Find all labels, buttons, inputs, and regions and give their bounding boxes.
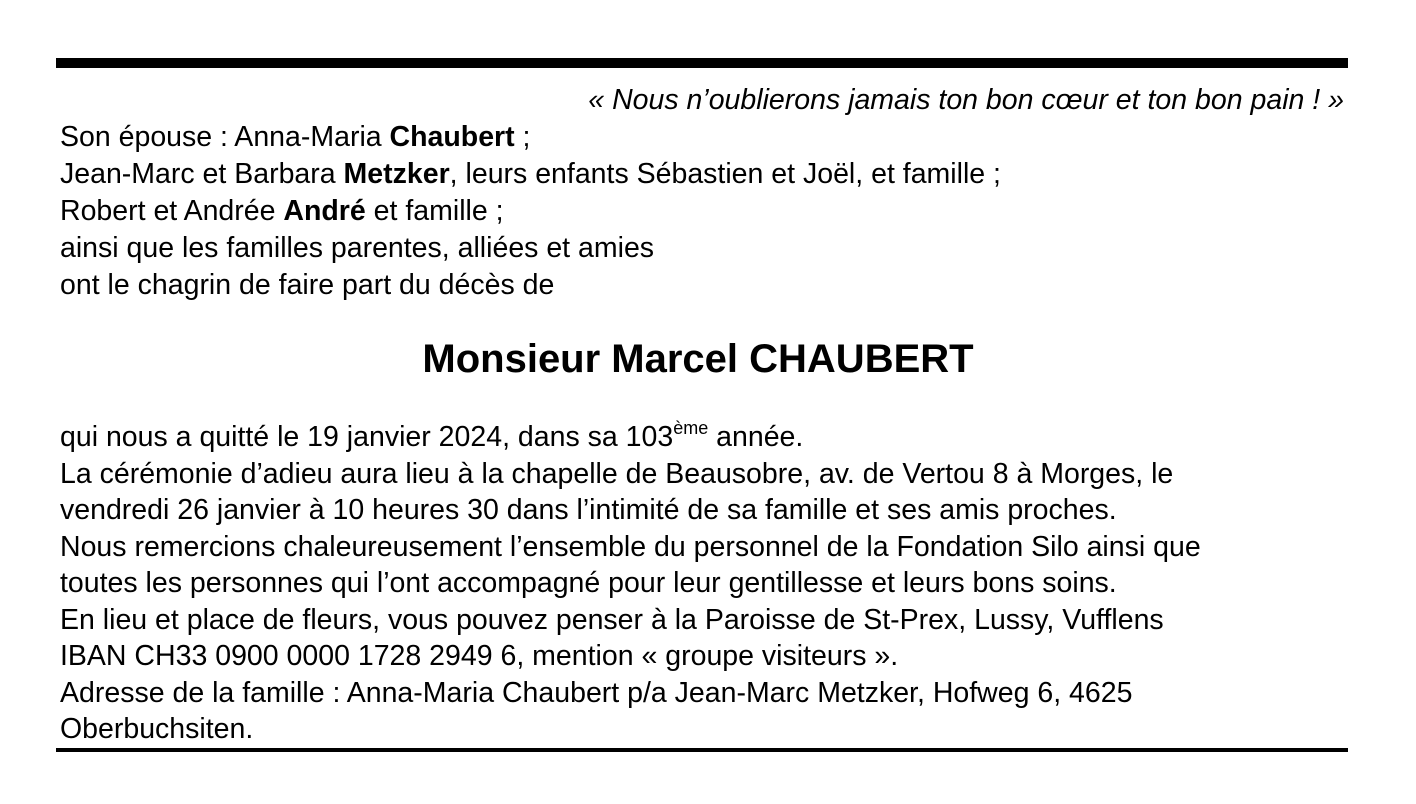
passing-line bbox=[60, 419, 1348, 456]
family-line-text: et famille ; bbox=[365, 195, 504, 227]
address-line: Oberbuchsiten. bbox=[60, 713, 254, 745]
family-line-spouse bbox=[56, 119, 1348, 156]
donation-line: En lieu et place de fleurs, vous pouvez penser à la Paroisse de St-Prex, Lussy, Vufflens bbox=[60, 603, 1164, 636]
ordinal-suffix: ème bbox=[673, 418, 709, 438]
passing-text: année. bbox=[708, 421, 804, 453]
donation-line: IBAN CH33 0900 0000 1728 2949 6, mention « groupe visiteurs ». bbox=[60, 640, 899, 672]
passing-text: qui nous a quitté le 19 janvier 2024, dans sa 103 bbox=[60, 421, 674, 453]
announcement-line: ont le chagrin de faire part du décès de bbox=[60, 269, 555, 301]
family-line-siblings bbox=[56, 193, 1348, 230]
address-line: Adresse de la famille : Anna-Maria Chaubert p/a Jean-Marc Metzker, Hofweg 6, 4625 bbox=[60, 676, 1133, 709]
family-line-text: ; bbox=[514, 121, 531, 153]
family-surname: Metzker bbox=[343, 158, 450, 190]
thanks-line: Nous remercions chaleureusement l’ensemble du personnel de la Fondation Silo ainsi que bbox=[60, 530, 1201, 563]
deceased-name: Monsieur Marcel CHAUBERT bbox=[422, 337, 974, 381]
family-surname: Chaubert bbox=[389, 121, 515, 153]
thanks-line: toutes les personnes qui l’ont accompagné pour leur gentillesse et leurs bons soins. bbox=[60, 567, 1117, 599]
obituary-notice bbox=[56, 58, 1348, 752]
bottom-rule bbox=[56, 748, 1348, 752]
family-line-text: Robert et Andrée bbox=[60, 195, 284, 227]
ceremony-line: La cérémonie d’adieu aura lieu à la chapelle de Beausobre, av. de Vertou 8 à Morges, le bbox=[60, 457, 1174, 490]
notice-body bbox=[56, 419, 1348, 748]
top-rule bbox=[56, 58, 1348, 68]
relatives-line: ainsi que les familles parentes, alliées et amies bbox=[60, 232, 655, 264]
family-line-text: Son épouse : Anna-Maria bbox=[60, 121, 390, 153]
family-line-children bbox=[56, 156, 1348, 193]
ceremony-line: vendredi 26 janvier à 10 heures 30 dans l’intimité de sa famille et ses amis proches. bbox=[60, 494, 1117, 526]
family-surname: André bbox=[283, 195, 366, 227]
family-line-text: Jean-Marc et Barbara bbox=[60, 158, 344, 190]
epitaph-quote: « Nous n’oublierons jamais ton bon cœur et ton bon pain ! » bbox=[588, 84, 1344, 116]
family-line-text: , leurs enfants Sébastien et Joël, et famille ; bbox=[449, 158, 1001, 190]
